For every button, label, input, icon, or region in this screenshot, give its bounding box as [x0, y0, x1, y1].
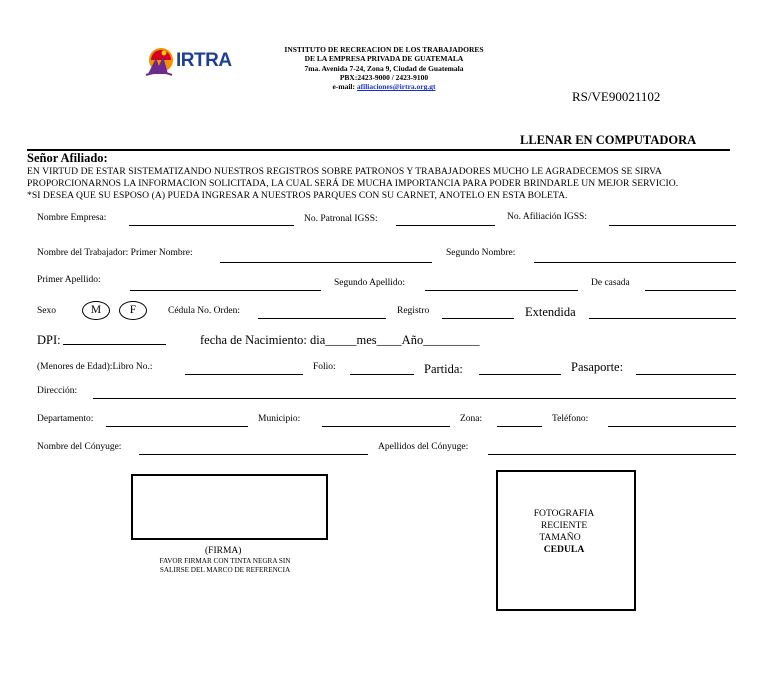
intro-line-1: EN VIRTUD DE ESTAR SISTEMATIZANDO NUESTROS REGISTROS SOBRE PATRONOS Y TRABAJADORES MUCHO LE AGRADECEMOS SE SIRVA [27, 166, 662, 177]
org-line-1: INSTITUTO DE RECREACION DE LOS TRABAJADORES [284, 45, 484, 54]
signature-note [140, 557, 310, 574]
photo-instructions [530, 508, 598, 556]
pasaporte-field[interactable] [636, 374, 736, 375]
org-line-2: DE LA EMPRESA PRIVADA DE GUATEMALA [304, 54, 464, 64]
folio-field[interactable] [350, 374, 414, 375]
sexo-f-option[interactable]: F [119, 301, 147, 320]
intro-line-3: *SI DESEA QUE SU ESPOSO (A) PUEDA INGRESAR A NUESTROS PARQUES CON SU CARNET, ANOTELO EN ESTA BOLETA. [27, 190, 568, 201]
irtra-logo [142, 44, 232, 80]
municipio-field[interactable] [322, 426, 450, 427]
greeting: Señor Afiliado: [27, 151, 108, 165]
zona-field[interactable] [497, 426, 542, 427]
direccion-label: Dirección: [37, 386, 78, 396]
no-patronal-field[interactable] [396, 225, 495, 226]
segundo-apellido-label: Segundo Apellido: [334, 278, 405, 288]
signature-box[interactable] [131, 474, 328, 540]
signature-label: (FIRMA) [205, 546, 242, 556]
departamento-field[interactable] [106, 426, 248, 427]
organization-header [270, 45, 498, 91]
photo-line-2: RECIENTE [540, 520, 588, 531]
org-email-row [270, 82, 498, 91]
signature-note-line-2: SALIRSE DEL MARCO DE REFERENCIA [159, 565, 291, 574]
no-patronal-label: No. Patronal IGSS: [304, 214, 378, 224]
menores-libro-field[interactable] [185, 374, 303, 375]
email-label: e-mail: [332, 82, 355, 92]
registro-field[interactable] [442, 318, 514, 319]
dpi-label: DPI: [37, 333, 61, 347]
telefono-label: Teléfono: [552, 414, 589, 424]
nombre-conyuge-label: Nombre del Cónyuge: [37, 442, 122, 452]
org-phone: PBX:2423-9000 / 2423-9100 [339, 72, 429, 82]
photo-line-3: TAMAÑO [539, 532, 581, 543]
menores-libro-label: (Menores de Edad):Libro No.: [37, 362, 153, 372]
sexo-label: Sexo [37, 306, 56, 316]
photo-line-1: FOTOGRAFIA [533, 508, 595, 519]
org-address: 7ma. Avenida 7-24, Zona 9, Ciudad de Guatemala [304, 63, 464, 73]
signature-note-line-1: FAVOR FIRMAR CON TINTA NEGRA SIN [159, 557, 291, 565]
primer-nombre-label: Nombre del Trabajador: Primer Nombre: [37, 248, 193, 258]
dpi-field[interactable] [63, 344, 166, 345]
pasaporte-label: Pasaporte: [571, 360, 624, 374]
fill-instruction: LLENAR EN COMPUTADORA [520, 133, 697, 147]
de-casada-label: De casada [591, 278, 630, 288]
nombre-empresa-label: Nombre Empresa: [37, 213, 107, 223]
cedula-field[interactable] [258, 318, 386, 319]
extendida-label: Extendida [525, 305, 576, 319]
cedula-label: Cédula No. Orden: [168, 306, 241, 316]
primer-nombre-field[interactable] [220, 262, 432, 263]
direccion-field[interactable] [93, 398, 736, 399]
no-afiliacion-field[interactable] [609, 225, 736, 226]
logo-text: IRTRA [176, 50, 232, 71]
no-afiliacion-label: No. Afiliación IGSS: [507, 212, 587, 222]
folio-label: Folio: [313, 362, 336, 372]
nombre-empresa-field[interactable] [129, 225, 294, 226]
email-link[interactable]: afiliaciones@irtra.org.gt [356, 82, 436, 92]
apellidos-conyuge-label: Apellidos del Cónyuge: [378, 442, 469, 452]
nombre-conyuge-field[interactable] [139, 454, 368, 455]
primer-apellido-field[interactable] [130, 290, 321, 291]
fecha-nacimiento-field[interactable]: fecha de Nacimiento: dia_____mes____Año_________ [200, 333, 480, 347]
intro-line-2: PROPORCIONARNOS LA INFORMACION SOLICITADA, LA CUAL SERÁ DE MUCHA IMPORTANCIA PARA PODER BRINDARLE UN MEJOR SERVICIO. [27, 178, 679, 189]
segundo-nombre-field[interactable] [534, 262, 736, 263]
form-code: RS/VE90021102 [572, 89, 661, 104]
segundo-apellido-field[interactable] [425, 290, 578, 291]
departamento-label: Departamento: [37, 414, 94, 424]
primer-apellido-label: Primer Apellido: [37, 275, 101, 285]
header-divider [27, 149, 730, 151]
partida-label: Partida: [424, 362, 463, 376]
telefono-field[interactable] [608, 426, 736, 427]
registro-label: Registro [397, 306, 430, 316]
zona-label: Zona: [460, 414, 483, 424]
sexo-m-option[interactable]: M [82, 301, 110, 320]
apellidos-conyuge-field[interactable] [488, 454, 736, 455]
photo-line-4: CEDULA [543, 544, 585, 555]
partida-field[interactable] [479, 374, 561, 375]
de-casada-field[interactable] [645, 290, 736, 291]
extendida-field[interactable] [589, 318, 736, 319]
municipio-label: Municipio: [258, 414, 301, 424]
segundo-nombre-label: Segundo Nombre: [446, 248, 516, 258]
